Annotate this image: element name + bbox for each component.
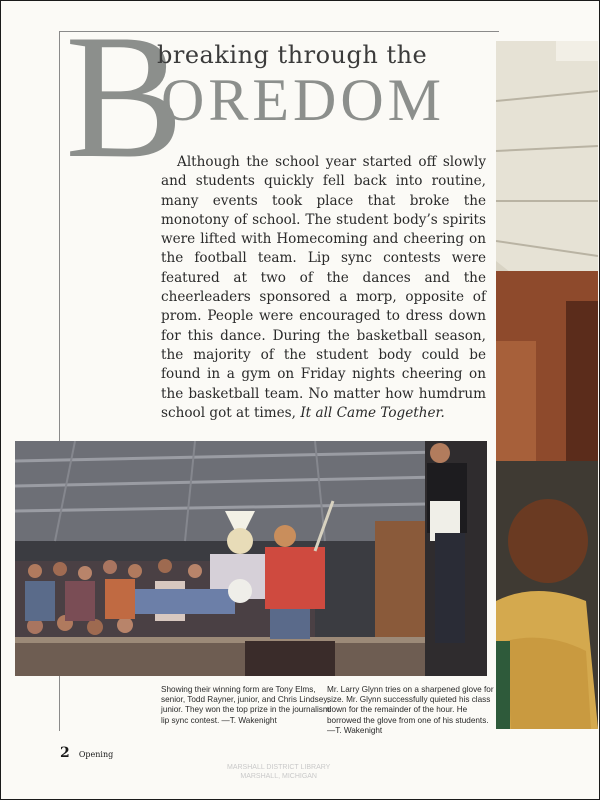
bleed-through-line-2: MARSHALL, MICHIGAN	[240, 773, 317, 780]
caption-mr-glynn: Mr. Larry Glynn tries on a sharpened glove for size. Mr. Glynn successfully quieted his class down for the remainder of the hour. He borrowed the glove from one of his students. —T. Wakenight	[327, 685, 494, 735]
right-hallway-photo	[496, 41, 598, 729]
bleed-through-stamp	[227, 763, 330, 781]
lip-sync-photo-image	[15, 441, 487, 676]
headline-main-word: OREDOM	[161, 67, 446, 133]
body-copy-italic-phrase: It all Came Together.	[300, 404, 445, 421]
page-folio	[60, 742, 113, 761]
page-number: 2	[60, 745, 70, 761]
right-photo-image	[496, 41, 598, 729]
body-copy	[161, 153, 486, 423]
section-name: Opening	[78, 750, 114, 759]
caption-lip-sync: Showing their winning form are Tony Elms, senior, Todd Rayner, junior, and Chris Lindsey, junior. They won the top prize in the journalism lip sync contest. —T. Wakenight	[161, 685, 330, 725]
headline-initial: B	[65, 0, 184, 195]
lip-sync-photo	[15, 441, 487, 676]
body-copy-text: Although the school year started off slowly and students quickly fell back into routine, many events took place that broke the monotony of school. The student body’s spirits were lifted with Homecoming and cheering on the football team. Lip sync contests were featured at two of the dances and the cheerleaders sponsored a morp, opposite of prom. People were encouraged to dress down for this dance. During the basketball season, the majority of the student body could be found in a gym on Friday nights cheering on the basketball team. No matter how humdrum school got at times,	[161, 154, 486, 421]
bleed-through-line-1: MARSHALL DISTRICT LIBRARY	[227, 764, 331, 771]
headline-top-line: breaking through the	[157, 41, 428, 69]
